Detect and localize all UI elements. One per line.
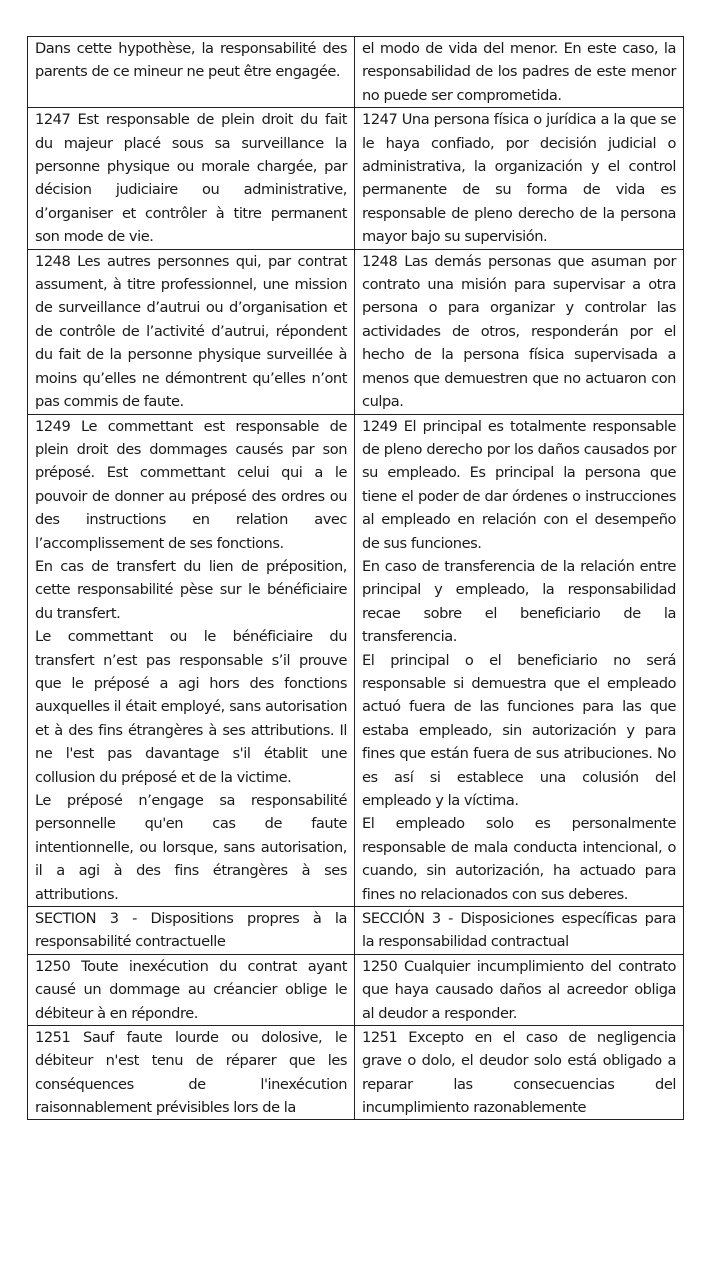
paragraph: 1247 Est responsable de plein droit du fait du majeur placé sous sa surveillance la personne physique ou morale chargée, par décision judiciaire ou administrative, d’organiser et contrôler à titre permanent son mode de vie. (35, 111, 347, 246)
bilingual-table (27, 36, 684, 1120)
paragraph: 1250 Cualquier incumplimiento del contrato que haya causado daños al acreedor obliga al deudor a responder. (362, 957, 676, 1022)
french-cell (28, 249, 355, 414)
paragraph: Le préposé n’engage sa responsabilité personnelle qu'en cas de faute intentionnelle, ou lorsque, sans autorisation, il a agi à des fins étrangères à ses attributions. (35, 792, 347, 903)
table-row (28, 414, 684, 907)
paragraph: Le commettant ou le bénéficiaire du transfert n’est pas responsable s’il prouve que le préposé a agi hors des fonctions auxquelles il était employé, sans autorisation et à des fins étrangères à ses attributions. Il ne l'est pas davantage s'il établit une collusion du préposé et de la victime. (35, 628, 347, 786)
paragraph: El principal o el beneficiario no será responsable si demuestra que el empleado actuó fuera de las funciones para las que estaba empleado, sin autorización y para fines que están fuera de sus atribuciones. No es así si establece una colusión del empleado y la víctima. (362, 651, 676, 809)
spanish-cell (355, 1026, 684, 1120)
cell-clip (362, 1026, 676, 1119)
french-cell (28, 907, 355, 955)
paragraph: el modo de vida del menor. En este caso, la responsabilidad de los padres de este menor no puede ser comprometida. (362, 40, 676, 104)
paragraph: 1251 Sauf faute lourde ou dolosive, le débiteur n'est tenu de réparer que les conséquences de l'inexécution raisonnablement prévisibles lors de la (35, 1029, 347, 1117)
table-row (28, 1026, 684, 1120)
paragraph: 1249 El principal es totalmente responsable de pleno derecho por los daños causados por su empleado. Es principal la persona que tiene el poder de dar órdenes o instrucciones al empleado en relación con el desempeño de sus funciones. (362, 417, 676, 552)
paragraph: 1250 Toute inexécution du contrat ayant causé un dommage au créancier oblige le débiteur à en répondre. (35, 957, 347, 1022)
spanish-cell (355, 907, 684, 955)
spanish-cell (355, 249, 684, 414)
section-heading: SECCIÓN 3 - Disposiciones específicas para la responsabilidad contractual (362, 910, 676, 951)
french-cell (28, 108, 355, 249)
section-heading: SECTION 3 - Dispositions propres à la responsabilité contractuelle (35, 910, 347, 951)
paragraph: 1251 Excepto en el caso de negligencia grave o dolo, el deudor solo está obligado a reparar las consecuencias del incumplimiento razonablemente (362, 1029, 676, 1117)
cell-clip (35, 1026, 347, 1119)
table-row (28, 249, 684, 414)
spanish-cell (355, 37, 684, 108)
paragraph: En caso de transferencia de la relación entre principal y empleado, la responsabilidad recae sobre el beneficiario de la transferencia. (362, 557, 676, 646)
table-row (28, 37, 684, 108)
paragraph: 1247 Una persona física o jurídica a la que se le haya confiado, por decisión judicial o administrativa, la organización y el control permanente de su forma de vida es responsable de pleno derecho de la persona mayor bajo su supervisión. (362, 111, 676, 246)
paragraph: En cas de transfert du lien de préposition, cette responsabilité pèse sur le bénéficiaire du transfert. (35, 557, 347, 622)
paragraph: 1248 Las demás personas que asuman por contrato una misión para supervisar a otra persona o para organizar y controlar las actividades de otros, responderán por el hecho de la persona física supervisada a menos que demuestren que no actuaron con culpa. (362, 252, 676, 411)
spanish-cell (355, 954, 684, 1025)
table-row (28, 907, 684, 955)
spanish-cell (355, 414, 684, 907)
paragraph: 1248 Les autres personnes qui, par contrat assument, à titre professionnel, une mission de surveillance d’autrui ou d’organisation et de contrôle de l’activité d’autrui, répondent du fait de la personne physique surveillée à moins qu’elles ne démontrent qu’elles n’ont pas commis de faute. (35, 252, 347, 411)
paragraph: 1249 Le commettant est responsable de plein droit des dommages causés par son préposé. Est commettant celui qui a le pouvoir de donner au préposé des ordres ou des instructions en relation avec l’accomplissement de ses fonctions. (35, 417, 347, 552)
paragraph: El empleado solo es personalmente responsable de mala conducta intencional, o cuando, sin autorización, ha actuado para fines no relacionados con sus deberes. (362, 815, 676, 903)
french-cell (28, 1026, 355, 1120)
spanish-cell (355, 108, 684, 249)
french-cell (28, 37, 355, 108)
french-cell (28, 954, 355, 1025)
paragraph: Dans cette hypothèse, la responsabilité des parents de ce mineur ne peut être engagée. (35, 40, 347, 81)
table-row (28, 108, 684, 249)
french-cell (28, 414, 355, 907)
table-row (28, 954, 684, 1025)
